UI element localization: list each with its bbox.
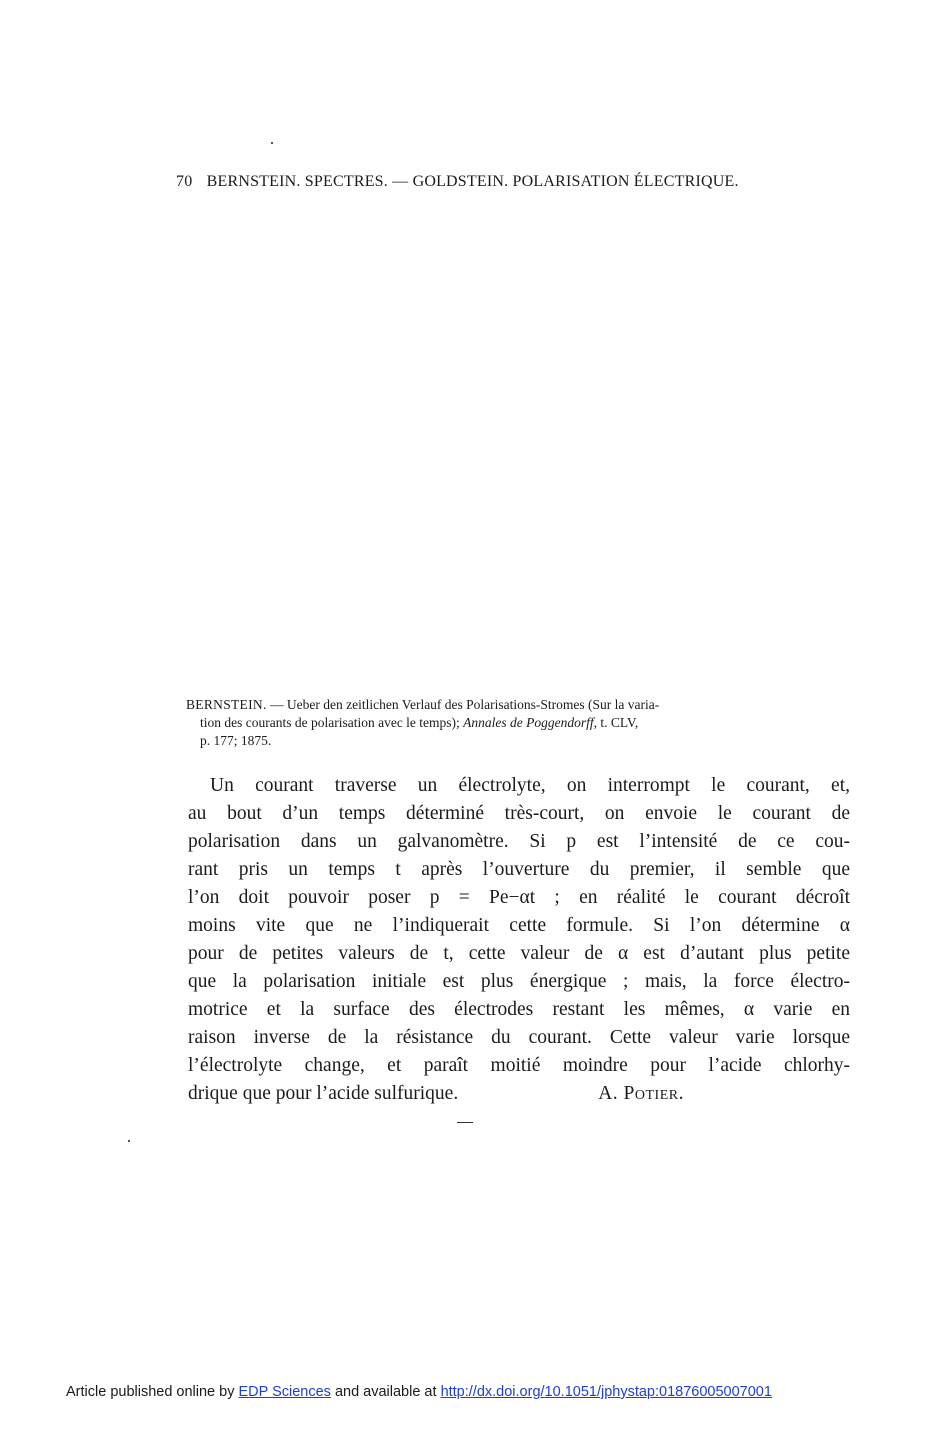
page-number: 70: [176, 173, 193, 190]
scan-speck: [271, 142, 273, 144]
body-line: que la polarisation initiale est plus énergique ; mais, la force électro-: [188, 971, 850, 992]
body-line: raison inverse de la résistance du courant. Cette valeur varie lorsque: [188, 1027, 850, 1048]
body-line: moins vite que ne l’indiquerait cette formule. Si l’on détermine α: [188, 915, 850, 936]
reference-author: BERNSTEIN.: [186, 697, 267, 712]
reference-line-2: [186, 714, 846, 732]
footer-middle: and available at: [330, 1384, 441, 1400]
reference-title: — Ueber den zeitlichen Verlauf des Polarisations-Stromes (Sur la varia-: [266, 697, 660, 712]
publisher-link[interactable]: EDP Sciences: [238, 1384, 331, 1400]
running-title: BERNSTEIN. SPECTRES. — GOLDSTEIN. POLARISATION ÉLECTRIQUE.: [206, 173, 739, 190]
footer-prefix: Article published online by: [66, 1384, 239, 1400]
body-line: au bout d’un temps déterminé très-court, on envoie le courant de: [188, 803, 850, 824]
body-line: polarisation dans un galvanomètre. Si p est l’intensité de ce cou-: [188, 831, 850, 852]
body-line-text: drique que pour l’acide sulfurique.: [188, 1083, 459, 1104]
body-line: Un courant traverse un électrolyte, on interrompt le courant, et,: [210, 775, 850, 796]
author-signature: A. Potier.: [598, 1083, 684, 1104]
publication-footer: [66, 1384, 772, 1400]
bibliographic-reference: [186, 696, 846, 750]
body-line: pour de petites valeurs de t, cette valeur de α est d’autant plus petite: [188, 943, 850, 964]
body-line: l’on doit pouvoir poser p = Pe−αt ; en réalité le courant décroît: [188, 887, 850, 908]
body-line: motrice et la surface des électrodes restant les mêmes, α varie en: [188, 999, 850, 1020]
running-header: [176, 173, 836, 191]
reference-line-1: [186, 697, 659, 712]
reference-line-3: p. 177; 1875.: [200, 733, 272, 748]
body-line-last: [188, 1080, 850, 1108]
reference-translation: tion des courants de polarisation avec le temps);: [200, 715, 464, 730]
section-separator: [457, 1122, 473, 1123]
doi-link[interactable]: http://dx.doi.org/10.1051/jphystap:01876005007001: [440, 1384, 772, 1400]
scan-speck: [128, 1140, 130, 1142]
body-line: rant pris un temps t après l’ouverture du premier, il semble que: [188, 859, 850, 880]
body-line: l’électrolyte change, et paraît moitié moindre pour l’acide chlorhy-: [188, 1055, 850, 1076]
abstract-body: [188, 772, 850, 1108]
reference-volume: , t. CLV,: [593, 715, 639, 730]
reference-journal: Annales de Poggendorff: [463, 715, 594, 730]
